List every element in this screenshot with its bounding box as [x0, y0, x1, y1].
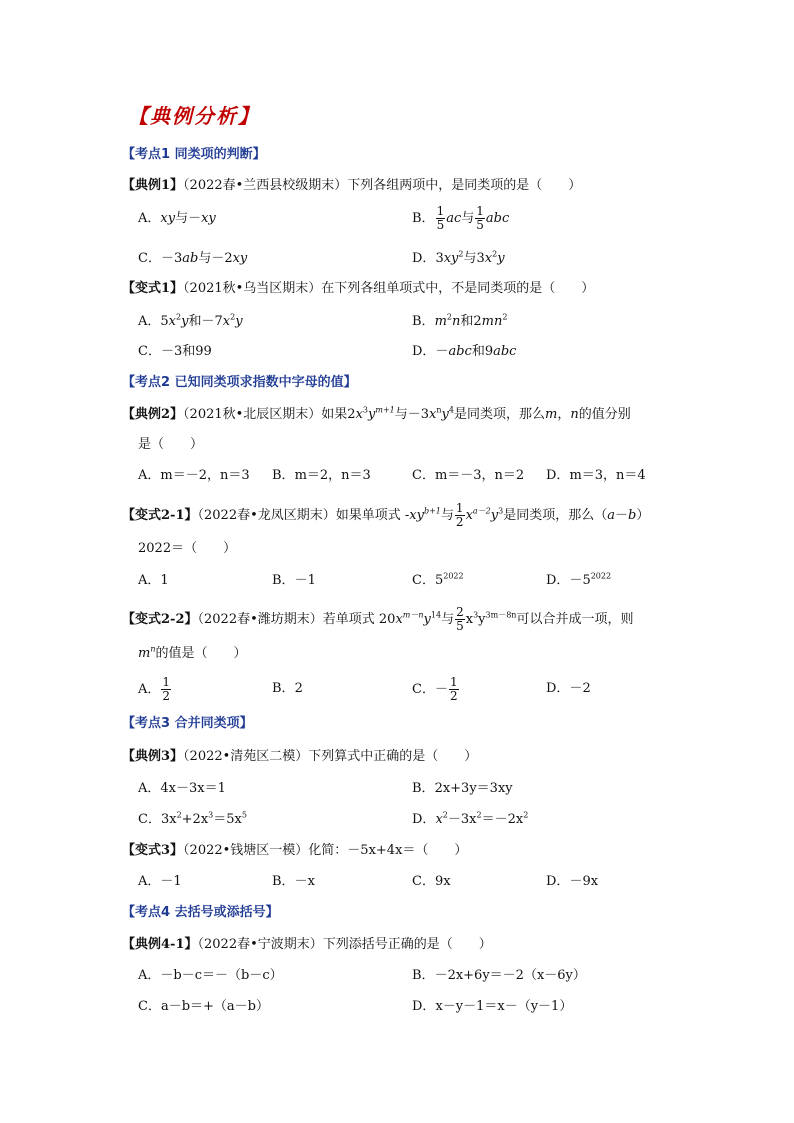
question-6: 【典例3】（2022•清苑区二模）下列算式中正确的是（ ） — [122, 749, 478, 764]
q6-option-d: D．$x^2-3x^2=-2x^2$ — [412, 810, 529, 827]
page-title: 【典例分析】 — [128, 104, 260, 128]
q6-option-a: A．4x－3x＝1 — [138, 781, 226, 796]
fraction: $\frac{1}{2}$ — [162, 675, 171, 703]
q2-option-a: A．$5x^2y$和$-7x^2y$ — [138, 312, 243, 329]
q8-option-a: A．－b－c＝－（b－c） — [138, 968, 283, 983]
q5-option-b: B．2 — [272, 681, 303, 696]
question-5-continued: $m^n$的值是（ ） — [138, 644, 247, 661]
q7-option-b: B．－x — [272, 874, 315, 889]
question-3: 【典例2】（2021秋•北辰区期末）如果$2x^3y^{m+1}$与$-3x^ny^4$是同类项，那么m，n的值分别 — [122, 405, 631, 422]
q1-option-b: B． $\frac{1}{5}$ ac与 $\frac{1}{5}$ abc — [412, 204, 510, 232]
q3-option-d: D．m＝3，n＝4 — [546, 468, 646, 483]
q4-option-a: A．1 — [138, 573, 169, 588]
q1-option-c: C．－3ab与－2xy — [138, 251, 248, 266]
q2-option-b: B．$m^2n$和$2mn^2$ — [412, 312, 508, 329]
section-heading-1: 【考点1 同类项的判断】 — [122, 147, 266, 162]
fraction: $\frac{1}{5}$ — [436, 204, 445, 232]
q8-option-b: B．－2x+6y＝－2（x－6y） — [412, 968, 586, 983]
question-3-continued: 是（ ） — [138, 437, 204, 452]
q3-option-c: C．m＝－3，n＝2 — [412, 468, 525, 483]
q8-option-c: C．a－b＝+（a－b） — [138, 999, 269, 1014]
q2-option-c: C．－3和99 — [138, 344, 212, 359]
question-text: （2022春•兰西县校级期末）下列各组两项中，是同类项的是（ ） — [183, 178, 582, 193]
q5-option-d: D．－2 — [546, 681, 591, 696]
q2-option-d: D．－abc和9abc — [412, 344, 517, 359]
q4-option-b: B．－1 — [272, 573, 316, 588]
section-heading-2: 【考点2 已知同类项求指数中字母的值】 — [122, 375, 357, 390]
fraction: $\frac{1}{2}$ — [455, 501, 464, 529]
question-1 — [122, 177, 581, 195]
question-tag: 【典例1】 — [122, 178, 184, 193]
question-4-continued: 2022＝（ ） — [138, 541, 237, 556]
question-4: 【变式2-1】（2022春•龙凤区期末）如果单项式 $-xy^{b+1}$与 $\frac{1}{2}$ $x^{a-2}y^3$是同类项，那么（a－b） — [122, 501, 650, 529]
q7-option-a: A．－1 — [138, 874, 182, 889]
fraction: $\frac{1}{5}$ — [476, 204, 484, 232]
section-heading-3: 【考点3 合并同类项】 — [122, 716, 253, 731]
q3-option-a: A．m＝－2，n＝3 — [138, 468, 250, 483]
fraction: $\frac{2}{5}$ — [456, 605, 464, 633]
q7-option-c: C．9x — [412, 874, 451, 889]
q1-option-d: D．$3xy^2$与$3x^2y$ — [412, 249, 505, 266]
q7-option-d: D．－9x — [546, 874, 599, 889]
fraction: $\frac{1}{2}$ — [449, 675, 458, 703]
question-7: 【变式3】（2022•钱塘区一模）化简：－5x+4x＝（ ） — [122, 843, 468, 858]
question-8: 【典例4-1】（2022春•宁波期末）下列添括号正确的是（ ） — [122, 937, 492, 952]
q4-option-d: D．$-5^{2022}$ — [546, 571, 612, 588]
q5-option-a: A． $\frac{1}{2}$ — [138, 675, 171, 703]
question-5: 【变式2-2】（2022春•潍坊期末）若单项式 $20x^{m-n}y^{14}$与 $\frac{2}{5}$ $x^3y^{3m-8n}$可以合并成一项，则 — [122, 605, 634, 633]
q5-option-c: C．－ $\frac{1}{2}$ — [412, 675, 458, 703]
q3-option-b: B．m＝2，n＝3 — [272, 468, 371, 483]
q6-option-b: B．2x+3y＝3xy — [412, 781, 513, 796]
q4-option-c: C．$5^{2022}$ — [412, 571, 464, 588]
section-heading-4: 【考点4 去括号或添括号】 — [122, 905, 279, 920]
question-2: 【变式1】（2021秋•乌当区期末）在下列各组单项式中，不是同类项的是（ ） — [122, 281, 595, 296]
q1-option-a: A．xy与－xy — [138, 211, 216, 226]
q8-option-d: D．x－y－1＝x－（y－1） — [412, 999, 573, 1014]
q6-option-c: C．$3x^2+2x^3=5x^5$ — [138, 810, 247, 827]
